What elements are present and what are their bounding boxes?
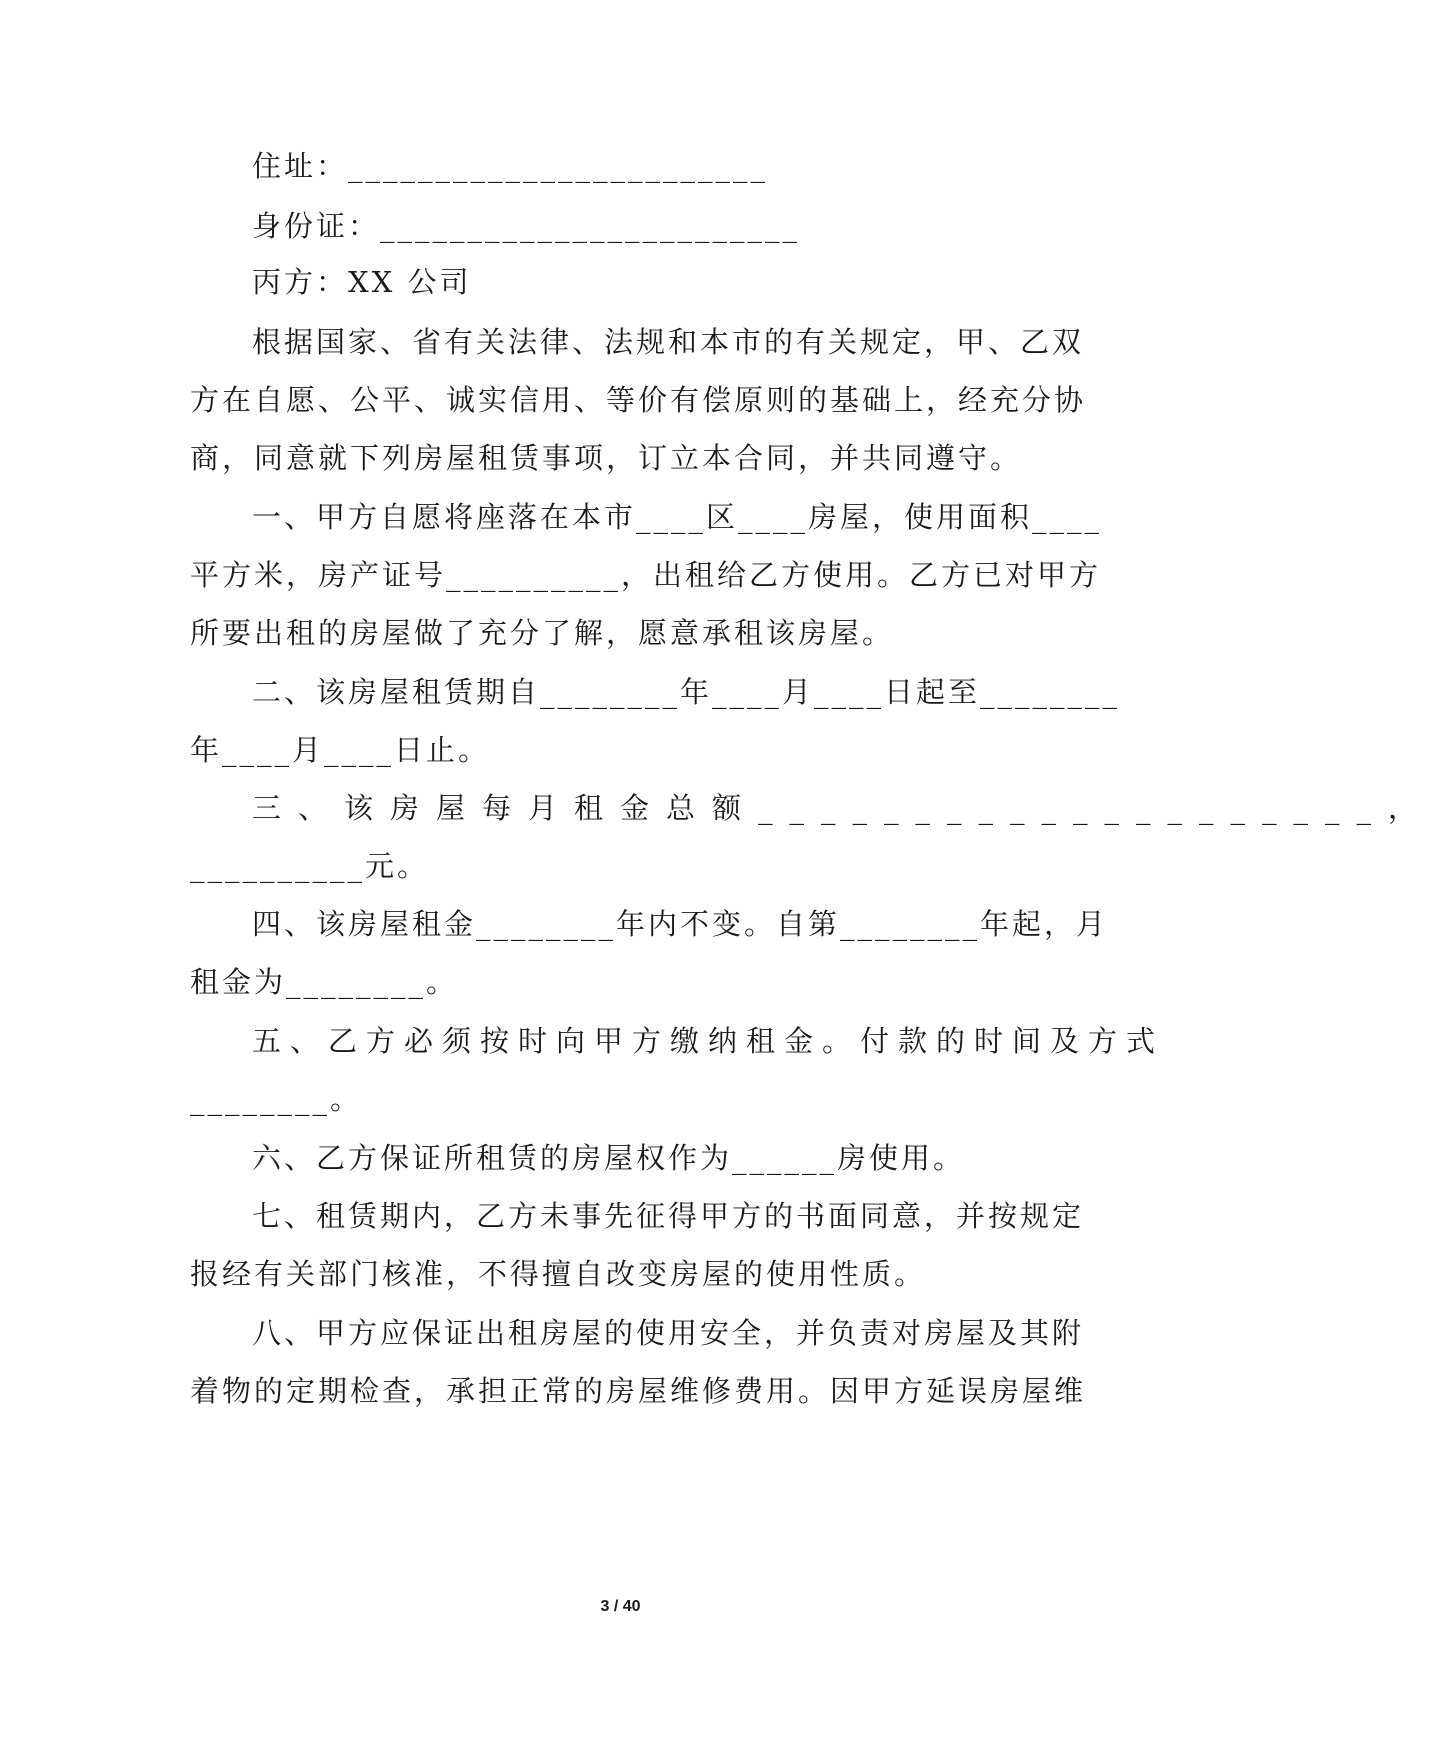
text-line-party-c: 丙方：XX 公司 xyxy=(252,265,472,299)
clause-1-line-1: 一、甲方自愿将座落在本市____区____房屋，使用面积____ xyxy=(252,500,1103,534)
clause-4-line-1: 四、该房屋租金________年内不变。自第________年起，月 xyxy=(252,907,1109,941)
clause-6-line-1: 六、乙方保证所租赁的房屋权作为______房使用。 xyxy=(252,1141,966,1175)
clause-8-line-1: 八、甲方应保证出租房屋的使用安全，并负责对房屋及其附 xyxy=(252,1316,1085,1350)
clause-2-line-2: 年____月____日止。 xyxy=(190,733,491,767)
clause-7-line-1: 七、租赁期内，乙方未事先征得甲方的书面同意，并按规定 xyxy=(252,1199,1085,1233)
clause-7-line-2: 报经有关部门核准，不得擅自改变房屋的使用性质。 xyxy=(190,1257,927,1291)
clause-3-line-1: 三、该房屋每月租金总额____________________， xyxy=(252,791,1434,825)
clause-5-line-2: ________。 xyxy=(190,1082,363,1116)
clause-8-line-2: 着物的定期检查，承担正常的房屋维修费用。因甲方延误房屋维 xyxy=(190,1374,1087,1408)
paragraph-intro-line-3: 商，同意就下列房屋租赁事项，订立本合同，并共同遵守。 xyxy=(190,441,1023,475)
clause-5-line-1: 五、乙方必须按时向甲方缴纳租金。付款的时间及方式 xyxy=(252,1024,1165,1058)
paragraph-intro-line-2: 方在自愿、公平、诚实信用、等价有偿原则的基础上，经充分协 xyxy=(190,383,1087,417)
text-line-id-card: 身份证：________________________ xyxy=(252,209,801,243)
clause-1-line-3: 所要出租的房屋做了充分了解，愿意承租该房屋。 xyxy=(190,616,895,650)
page-number: 3 / 40 xyxy=(600,1598,641,1615)
clause-3-line-2: __________元。 xyxy=(190,849,430,883)
clause-4-line-2: 租金为________。 xyxy=(190,965,459,999)
clause-1-line-2: 平方米，房产证号__________，出租给乙方使用。乙方已对甲方 xyxy=(190,558,1102,592)
clause-2-line-1: 二、该房屋租赁期自________年____月____日起至________ xyxy=(252,675,1121,709)
text-line-address: 住址：________________________ xyxy=(252,149,769,183)
paragraph-intro-line-1: 根据国家、省有关法律、法规和本市的有关规定，甲、乙双 xyxy=(252,325,1085,359)
